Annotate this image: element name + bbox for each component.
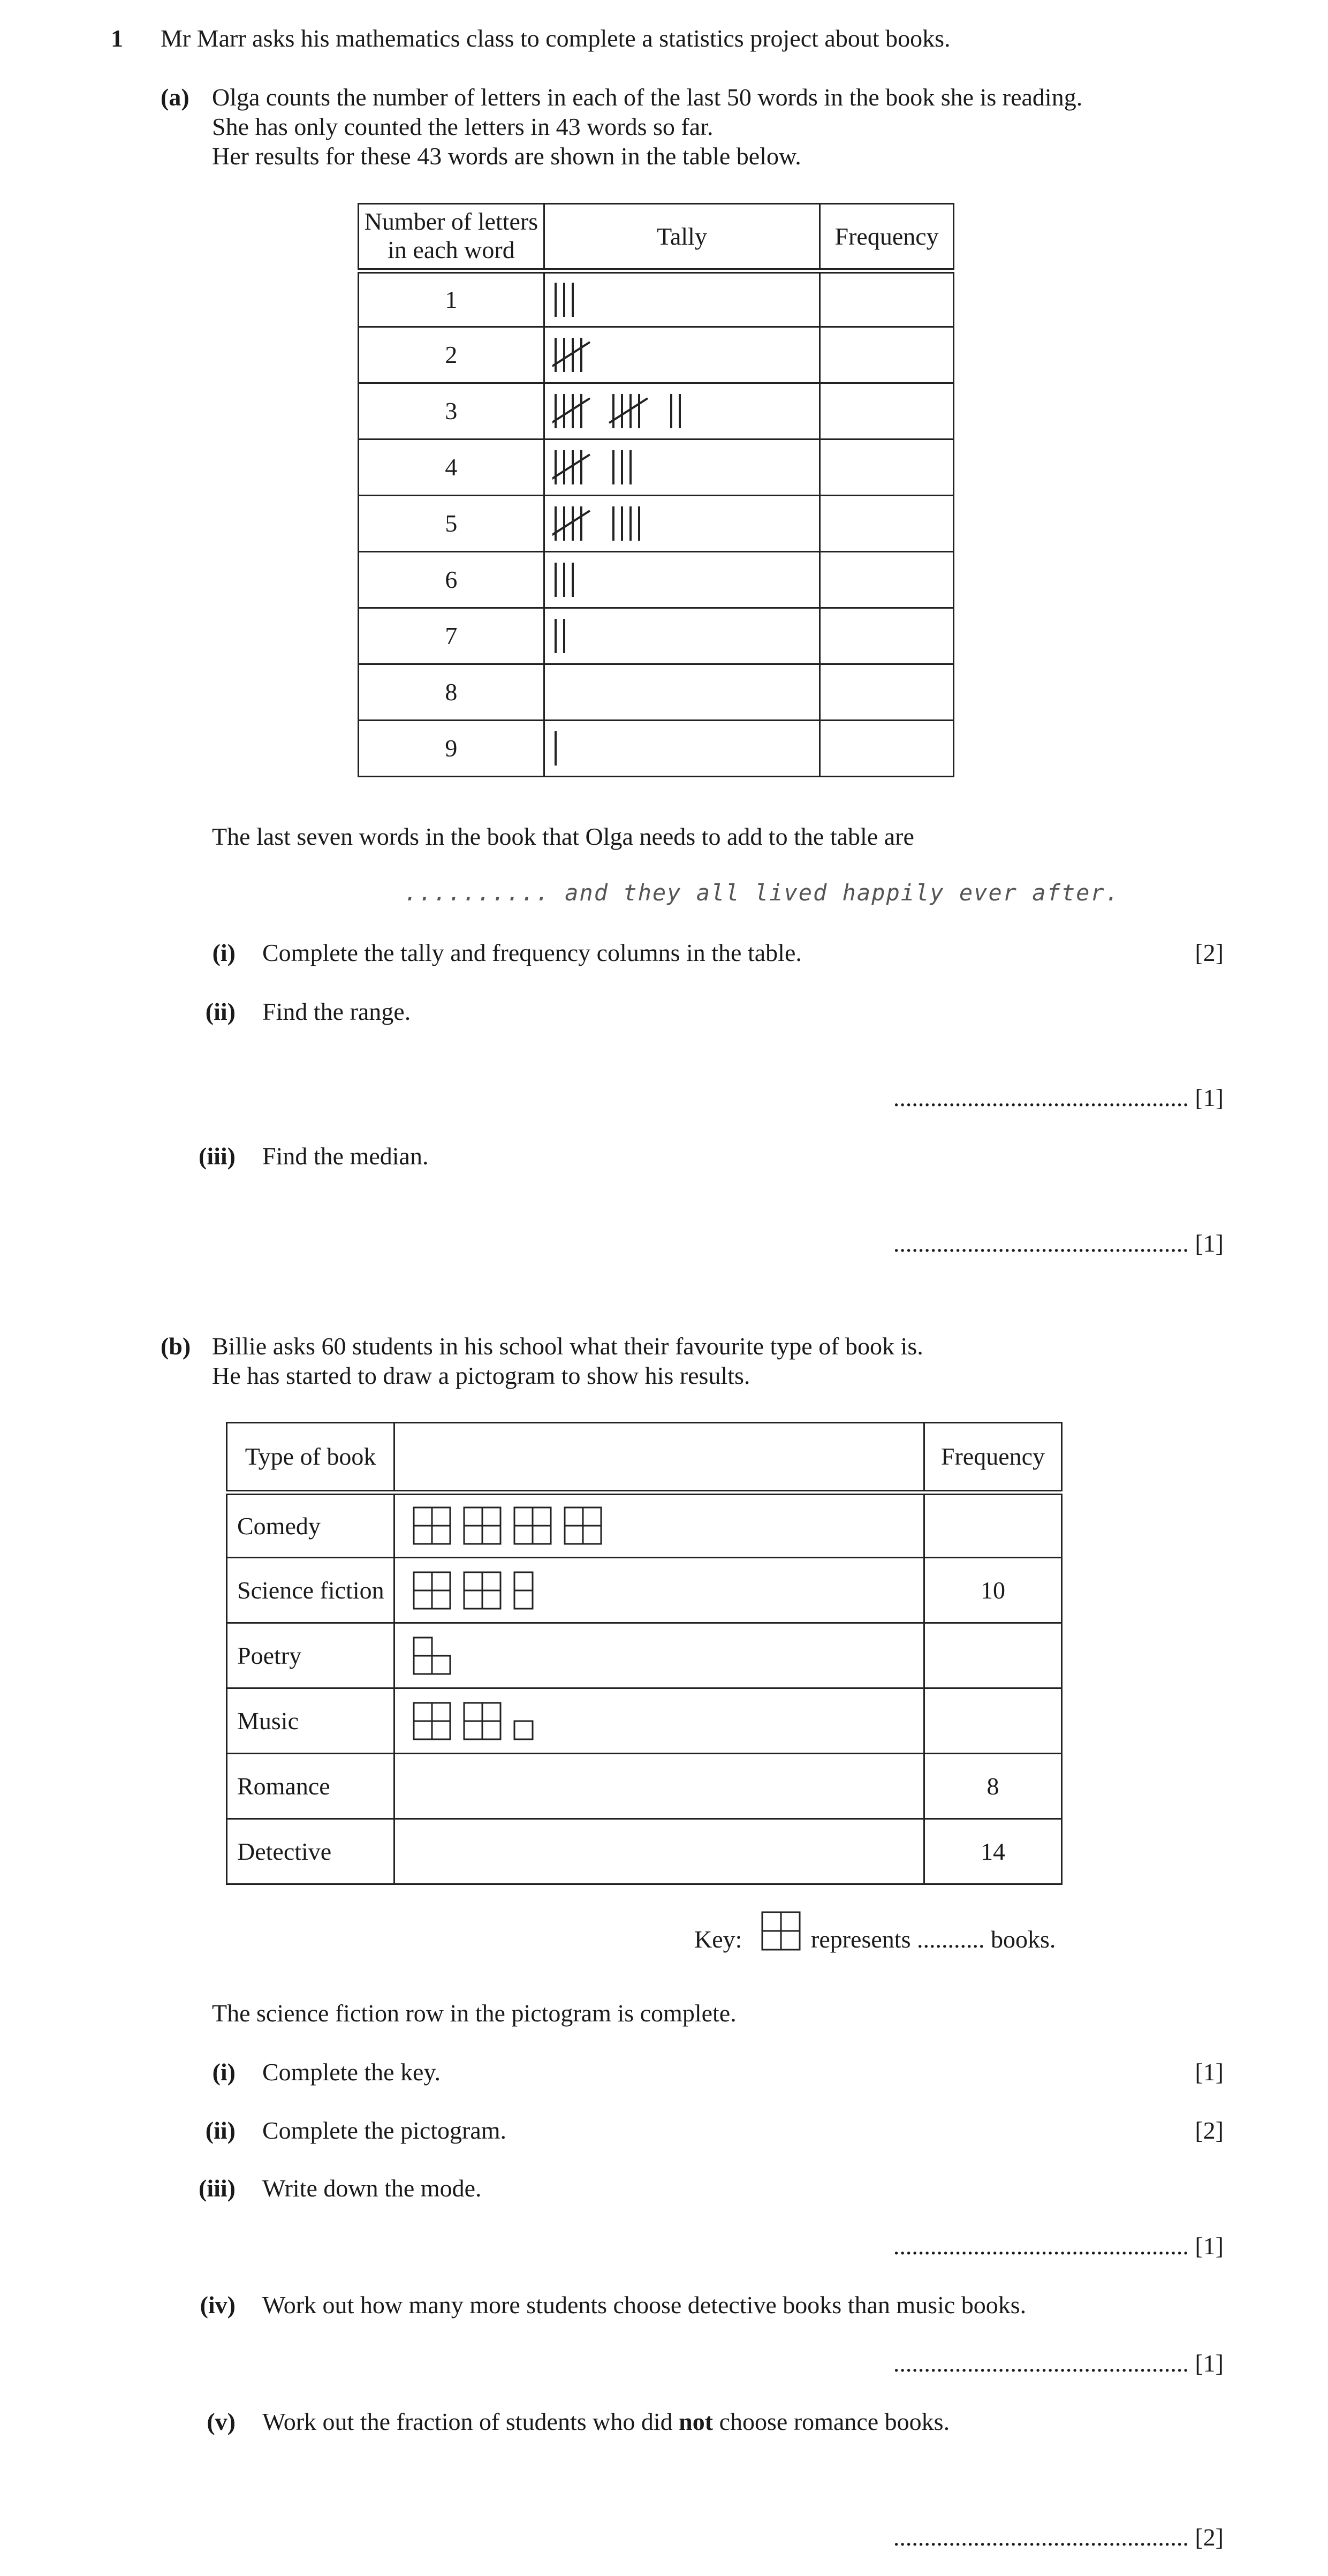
b-iv-marks: [1] [1195, 2350, 1224, 2377]
tally-cell[interactable] [544, 496, 819, 552]
a-iii-label: (iii) [199, 1142, 236, 1170]
b-v-answer-line[interactable] [893, 2522, 1224, 2552]
question-number: 1 [111, 25, 123, 52]
a-iii-marks: [1] [1195, 1230, 1224, 1257]
b-i-text: Complete the key. [262, 2058, 441, 2086]
music-symbols [413, 1702, 552, 1740]
tally-marks [552, 727, 799, 770]
three-quarter-symbol [414, 1638, 450, 1674]
tally-marks [552, 278, 799, 321]
freq-music[interactable] [924, 1688, 1061, 1754]
header-tally: Tally [544, 204, 819, 271]
full-symbol [414, 1703, 450, 1739]
scifi-symbols [413, 1571, 552, 1610]
b-iv-text: Work out how many more students choose detective books than music books. [262, 2291, 1027, 2319]
symbols-romance[interactable] [394, 1754, 924, 1819]
tally-cell[interactable] [544, 271, 819, 327]
symbols-detective[interactable] [394, 1819, 924, 1884]
b-iii-marks: [1] [1195, 2232, 1224, 2260]
b-v-text-before: Work out the fraction of students who did [262, 2408, 679, 2435]
tally-cell[interactable] [544, 664, 819, 721]
b-iii-answer-dots[interactable]: ................................................ [893, 2232, 1189, 2260]
tally-row [359, 271, 954, 327]
b-v-text-after: choose romance books. [713, 2408, 950, 2435]
handwritten-sentence: .......... and they all lived happily ever after. [404, 880, 1120, 906]
full-symbol [414, 1507, 450, 1544]
tally-marks [552, 390, 799, 433]
tally-cell[interactable] [544, 552, 819, 608]
tally-cell[interactable] [544, 383, 819, 440]
pictogram-row-comedy [227, 1492, 1062, 1558]
letters-cell: 4 [359, 440, 544, 496]
tally-marks [552, 334, 799, 376]
key-suffix: represents ........... books. [811, 1926, 1056, 1953]
freq-detective: 14 [924, 1819, 1061, 1884]
b-ii-label: (ii) [205, 2117, 236, 2144]
frequency-cell[interactable] [820, 383, 954, 440]
frequency-cell[interactable] [820, 664, 954, 721]
tally-table [358, 203, 954, 777]
type-detective: Detective [227, 1819, 394, 1884]
tally-cell[interactable] [544, 440, 819, 496]
header-letters-line2: in each word [388, 236, 515, 264]
b-iii-text: Write down the mode. [262, 2175, 482, 2202]
b-v-answer-dots[interactable]: ................................................ [893, 2524, 1189, 2551]
b-i-marks: [1] [1195, 2058, 1224, 2086]
pictogram-row-romance [227, 1754, 1062, 1819]
tally-gate-stroke [552, 342, 590, 367]
frequency-cell[interactable] [820, 440, 954, 496]
part-b-label: (b) [161, 1332, 191, 1360]
last-words-text: The last seven words in the book that Olga needs to add to the table are [212, 823, 914, 850]
scifi-text: The science fiction row in the pictogram is complete. [212, 1999, 737, 2027]
tally-cell[interactable] [544, 608, 819, 664]
b-iv-label: (iv) [200, 2291, 236, 2319]
frequency-cell[interactable] [820, 271, 954, 327]
letters-cell: 8 [359, 664, 544, 721]
tally-gate-stroke [552, 398, 590, 423]
tally-marks [552, 615, 799, 657]
a-i-marks: [2] [1195, 939, 1224, 966]
b-v-text-bold: not [679, 2408, 714, 2435]
a-i-label: (i) [212, 939, 236, 966]
part-a-line-2: She has only counted the letters in 43 words so far. [212, 113, 714, 140]
type-romance: Romance [227, 1754, 394, 1819]
b-iii-answer-line[interactable] [893, 2231, 1224, 2261]
symbols-comedy[interactable] [394, 1492, 924, 1558]
part-b-line-2: He has started to draw a pictogram to show his results. [212, 1362, 750, 1389]
b-v-marks: [2] [1195, 2524, 1224, 2551]
question-intro: Mr Marr asks his mathematics class to complete a statistics project about books. [161, 25, 951, 52]
tally-gate-stroke [552, 511, 590, 535]
part-a-line-1: Olga counts the number of letters in each of the last 50 words in the book she is reading. [212, 84, 1083, 111]
a-ii-answer-dots[interactable]: ................................................ [893, 1084, 1189, 1111]
a-i-text: Complete the tally and frequency columns in the table. [262, 939, 802, 966]
letters-cell: 5 [359, 496, 544, 552]
pictogram-row-poetry [227, 1623, 1062, 1688]
freq-poetry[interactable] [924, 1623, 1061, 1688]
letters-cell: 6 [359, 552, 544, 608]
tally-marks [552, 558, 799, 601]
a-iii-answer-line[interactable] [893, 1229, 1224, 1258]
header-symbols [394, 1423, 924, 1492]
type-music: Music [227, 1688, 394, 1754]
type-comedy: Comedy [227, 1492, 394, 1558]
tally-row [359, 721, 954, 777]
symbols-scifi [394, 1558, 924, 1623]
comedy-symbols [413, 1506, 605, 1545]
frequency-cell[interactable] [820, 327, 954, 383]
symbols-poetry[interactable] [394, 1623, 924, 1688]
b-iii-label: (iii) [199, 2175, 236, 2202]
tally-marks [552, 502, 799, 545]
header-letters-line1: Number of letters [364, 208, 538, 236]
tally-cell[interactable] [544, 327, 819, 383]
tally-marks [552, 671, 799, 714]
type-scifi: Science fiction [227, 1558, 394, 1623]
full-symbol [414, 1572, 450, 1609]
full-symbol [514, 1507, 551, 1544]
pictogram-row-music [227, 1688, 1062, 1754]
part-a-line-3: Her results for these 43 words are shown in the table below. [212, 142, 801, 170]
frequency-cell[interactable] [820, 552, 954, 608]
b-ii-text: Complete the pictogram. [262, 2117, 507, 2144]
header-letters [359, 204, 544, 271]
quarter-symbol [514, 1721, 533, 1739]
pictogram-row-detective [227, 1819, 1062, 1884]
full-symbol [464, 1507, 500, 1544]
type-poetry: Poetry [227, 1623, 394, 1688]
frequency-cell[interactable] [820, 496, 954, 552]
full-symbol [565, 1507, 601, 1544]
tally-marks [552, 446, 799, 489]
symbols-music[interactable] [394, 1688, 924, 1754]
b-v-label: (v) [207, 2408, 236, 2435]
pictogram-table [226, 1422, 1063, 1885]
tally-row [359, 608, 954, 664]
tally-row [359, 440, 954, 496]
tally-gate-stroke [609, 398, 648, 423]
a-iii-text: Find the median. [262, 1142, 429, 1170]
key-symbol [761, 1911, 801, 1951]
full-symbol [464, 1703, 500, 1739]
pictogram-row-scifi [227, 1558, 1062, 1623]
b-v-text [262, 2407, 950, 2436]
frequency-cell[interactable] [820, 721, 954, 777]
part-a-label: (a) [161, 84, 189, 111]
a-ii-text: Find the range. [262, 998, 411, 1025]
letters-cell: 7 [359, 608, 544, 664]
tally-row [359, 664, 954, 721]
header-pictogram-frequency: Frequency [924, 1423, 1061, 1492]
header-type: Type of book [227, 1423, 394, 1492]
letters-cell: 9 [359, 721, 544, 777]
letters-cell: 2 [359, 327, 544, 383]
full-symbol [464, 1572, 500, 1609]
tally-row [359, 383, 954, 440]
key-prefix: Key: [694, 1926, 742, 1953]
freq-scifi: 10 [924, 1558, 1061, 1623]
freq-comedy[interactable] [924, 1492, 1061, 1558]
letters-cell: 3 [359, 383, 544, 440]
poetry-symbols [413, 1636, 466, 1675]
b-i-label: (i) [212, 2058, 236, 2086]
part-b-line-1: Billie asks 60 students in his school what their favourite type of book is. [212, 1332, 923, 1360]
tally-row [359, 552, 954, 608]
b-iv-answer-line[interactable] [893, 2348, 1224, 2378]
a-ii-label: (ii) [205, 998, 236, 1025]
freq-romance: 8 [924, 1754, 1061, 1819]
tally-gate-stroke [552, 454, 590, 479]
letters-cell: 1 [359, 271, 544, 327]
header-frequency: Frequency [820, 204, 954, 271]
tally-row [359, 496, 954, 552]
b-iv-answer-dots[interactable]: ................................................ [893, 2350, 1189, 2377]
frequency-cell[interactable] [820, 608, 954, 664]
a-iii-answer-dots[interactable]: ................................................ [893, 1230, 1189, 1257]
b-ii-marks: [2] [1195, 2117, 1224, 2144]
tally-cell[interactable] [544, 721, 819, 777]
tally-row [359, 327, 954, 383]
a-ii-marks: [1] [1195, 1084, 1224, 1111]
a-ii-answer-line[interactable] [893, 1083, 1224, 1112]
half-symbol [514, 1572, 533, 1609]
